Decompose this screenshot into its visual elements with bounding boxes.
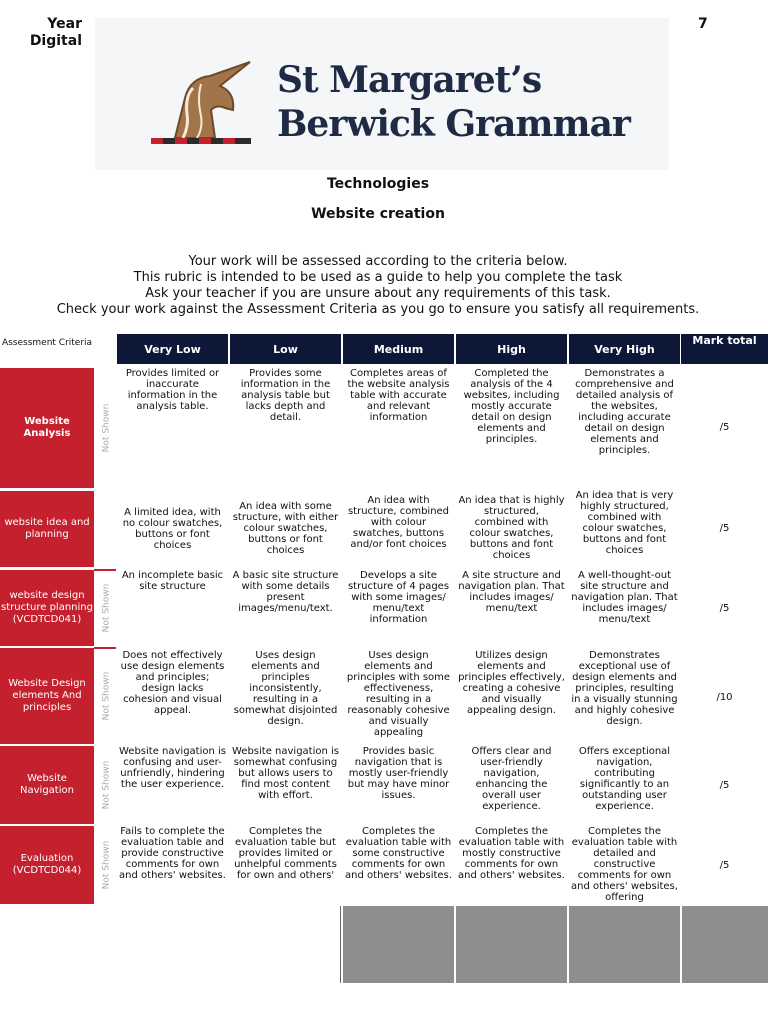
rubric-cell: A well-thought-out site structure and navigation plan. That includes images/ menu/text	[571, 570, 678, 625]
rubric-cell: A site structure and navigation plan. That includes images/ menu/text	[458, 570, 565, 614]
subject-title: Technologies	[326, 176, 430, 192]
school-name-line2: Berwick Grammar	[277, 103, 630, 145]
rubric-cell: An idea with structure, combined with colour swatches, buttons and/or font choices	[347, 495, 450, 550]
mark-total-cell: /5	[719, 603, 730, 614]
school-name-logotype	[277, 58, 630, 146]
rubric-cell: Provides limited or inaccurate information in the analysis table.	[125, 368, 220, 412]
rubric-cell: Completes the evaluation table with detailed and constructive comments for own and others' websites, offering	[571, 826, 678, 903]
footer-grey-block	[456, 906, 567, 983]
not-shown-label: Not Shown	[101, 671, 111, 721]
not-shown-label: Not Shown	[101, 760, 111, 810]
intro-line: Check your work against the Assessment Criteria as you go to ensure you satisfy all requirements.	[56, 302, 700, 317]
header-year-digital	[0, 16, 82, 50]
intro-line: Ask your teacher if you are unsure about any requirements of this task.	[145, 286, 611, 301]
level-header-high: High	[456, 334, 567, 364]
footer-grey-block	[569, 906, 680, 983]
rubric-cell: Uses design elements and principles with some effectiveness, resulting in a reasonably cohesive and visually appealing	[346, 650, 451, 738]
mark-total-cell: /5	[719, 780, 730, 791]
mark-total-cell: /10	[716, 692, 733, 703]
rubric-cell: Demonstrates exceptional use of design elements and principles, resulting in a visually stunning and highly cohesive design.	[571, 650, 678, 727]
rubric-cell: Completed the analysis of the 4 websites, including mostly accurate detail on design elements and principles.	[463, 368, 560, 445]
rubric-cell: Provides basic navigation that is mostly user-friendly but may have minor issues.	[347, 746, 450, 801]
rubric-cell: An idea with some structure, with either colour swatches, buttons or font choices	[232, 501, 339, 556]
mark-total-cell: /5	[719, 422, 730, 433]
rubric-cell: Provides some information in the analysis table but lacks depth and detail.	[240, 368, 331, 423]
not-shown-label: Not Shown	[101, 583, 111, 633]
rubric-cell: Utilizes design elements and principles effectively, creating a cohesive and visually appealing design.	[458, 650, 565, 716]
header-left-line: Year Digital	[29, 16, 82, 49]
rubric-cell: An idea that is very highly structured, combined with colour swatches, buttons and font choices	[575, 490, 674, 556]
mark-total-cell: /5	[719, 860, 730, 871]
not-shown-label: Not Shown	[101, 840, 111, 890]
mark-total-cell: /5	[719, 523, 730, 534]
footer-grey-block	[682, 906, 768, 983]
criterion-design-elements-principles: Website Design elements And principles	[0, 648, 94, 744]
criterion-evaluation: Evaluation (VCDTCD044)	[0, 826, 94, 904]
rubric-cell: A limited idea, with no colour swatches, buttons or font choices	[122, 507, 223, 551]
rubric-cell: Completes areas of the website analysis table with accurate and relevant information	[347, 368, 450, 423]
rubric-cell: A basic site structure with some details present images/menu/text.	[232, 570, 339, 614]
not-shown-label: Not Shown	[101, 403, 111, 453]
rubric-cell: Fails to complete the evaluation table and provide constructive comments for own and others' websites.	[119, 826, 226, 881]
intro-line: This rubric is intended to be used as a guide to help you complete the task	[133, 270, 623, 285]
rubric-cell: Completes the evaluation table with mostly constructive comments for own and others' websites.	[458, 826, 565, 881]
criterion-website-design-structure: website design structure planning (VCDTCD041)	[0, 570, 94, 646]
rubric-cell: Develops a site structure of 4 pages with some images/ menu/text information	[347, 570, 450, 625]
rubric-cell: Demonstrates a comprehensive and detailed analysis of the websites, including accurate detail on design elements and principles.	[575, 368, 674, 456]
criterion-website-analysis: Website Analysis	[0, 368, 94, 488]
rubric-cell: An incomplete basic site structure	[121, 570, 224, 592]
level-header-very-low: Very Low	[117, 334, 228, 364]
intro-text	[0, 254, 756, 318]
rubric-cell: Offers exceptional navigation, contributing significantly to an outstanding user experience.	[578, 746, 671, 812]
level-header-low: Low	[230, 334, 341, 364]
rubric-cell: Completes the evaluation table but provides limited or unhelpful comments for own and others'	[234, 826, 337, 881]
mark-total-header: Mark total	[681, 334, 768, 364]
assessment-criteria-header: Assessment Criteria	[1, 338, 93, 348]
rubric-cell: Uses design elements and principles inconsistently, resulting in a somewhat disjointed design.	[233, 650, 338, 727]
level-header-medium: Medium	[343, 334, 454, 364]
criterion-website-navigation: Website Navigation	[0, 746, 94, 824]
rubric-cell: Website navigation is somewhat confusing but allows users to find most content with effort.	[232, 746, 339, 801]
criterion-website-idea-planning: website idea and planning	[0, 491, 94, 567]
level-header-very-high: Very High	[569, 334, 680, 364]
rubric-cell: Completes the evaluation table with some constructive comments for own and others' websites.	[345, 826, 452, 881]
intro-line: Your work will be assessed according to the criteria below.	[188, 254, 568, 269]
school-name-line1: St Margaret’s	[277, 59, 542, 101]
task-title: Website creation	[311, 206, 445, 222]
footer-divider	[340, 906, 341, 983]
rubric-cell: Website navigation is confusing and user-unfriendly, hindering the user experience.	[119, 746, 226, 790]
footer-grey-block	[343, 906, 454, 983]
rubric-cell: An idea that is highly structured, combined with colour swatches, buttons and font choices	[458, 495, 565, 561]
rubric-cell: Does not effectively use design elements and principles; design lacks cohesion and visual appeal.	[120, 650, 225, 716]
rubric-cell: Offers clear and user-friendly navigation, enhancing the overall user experience.	[471, 746, 552, 812]
header-year-number: 7	[698, 16, 708, 32]
unicorn-logo-icon	[145, 58, 265, 148]
